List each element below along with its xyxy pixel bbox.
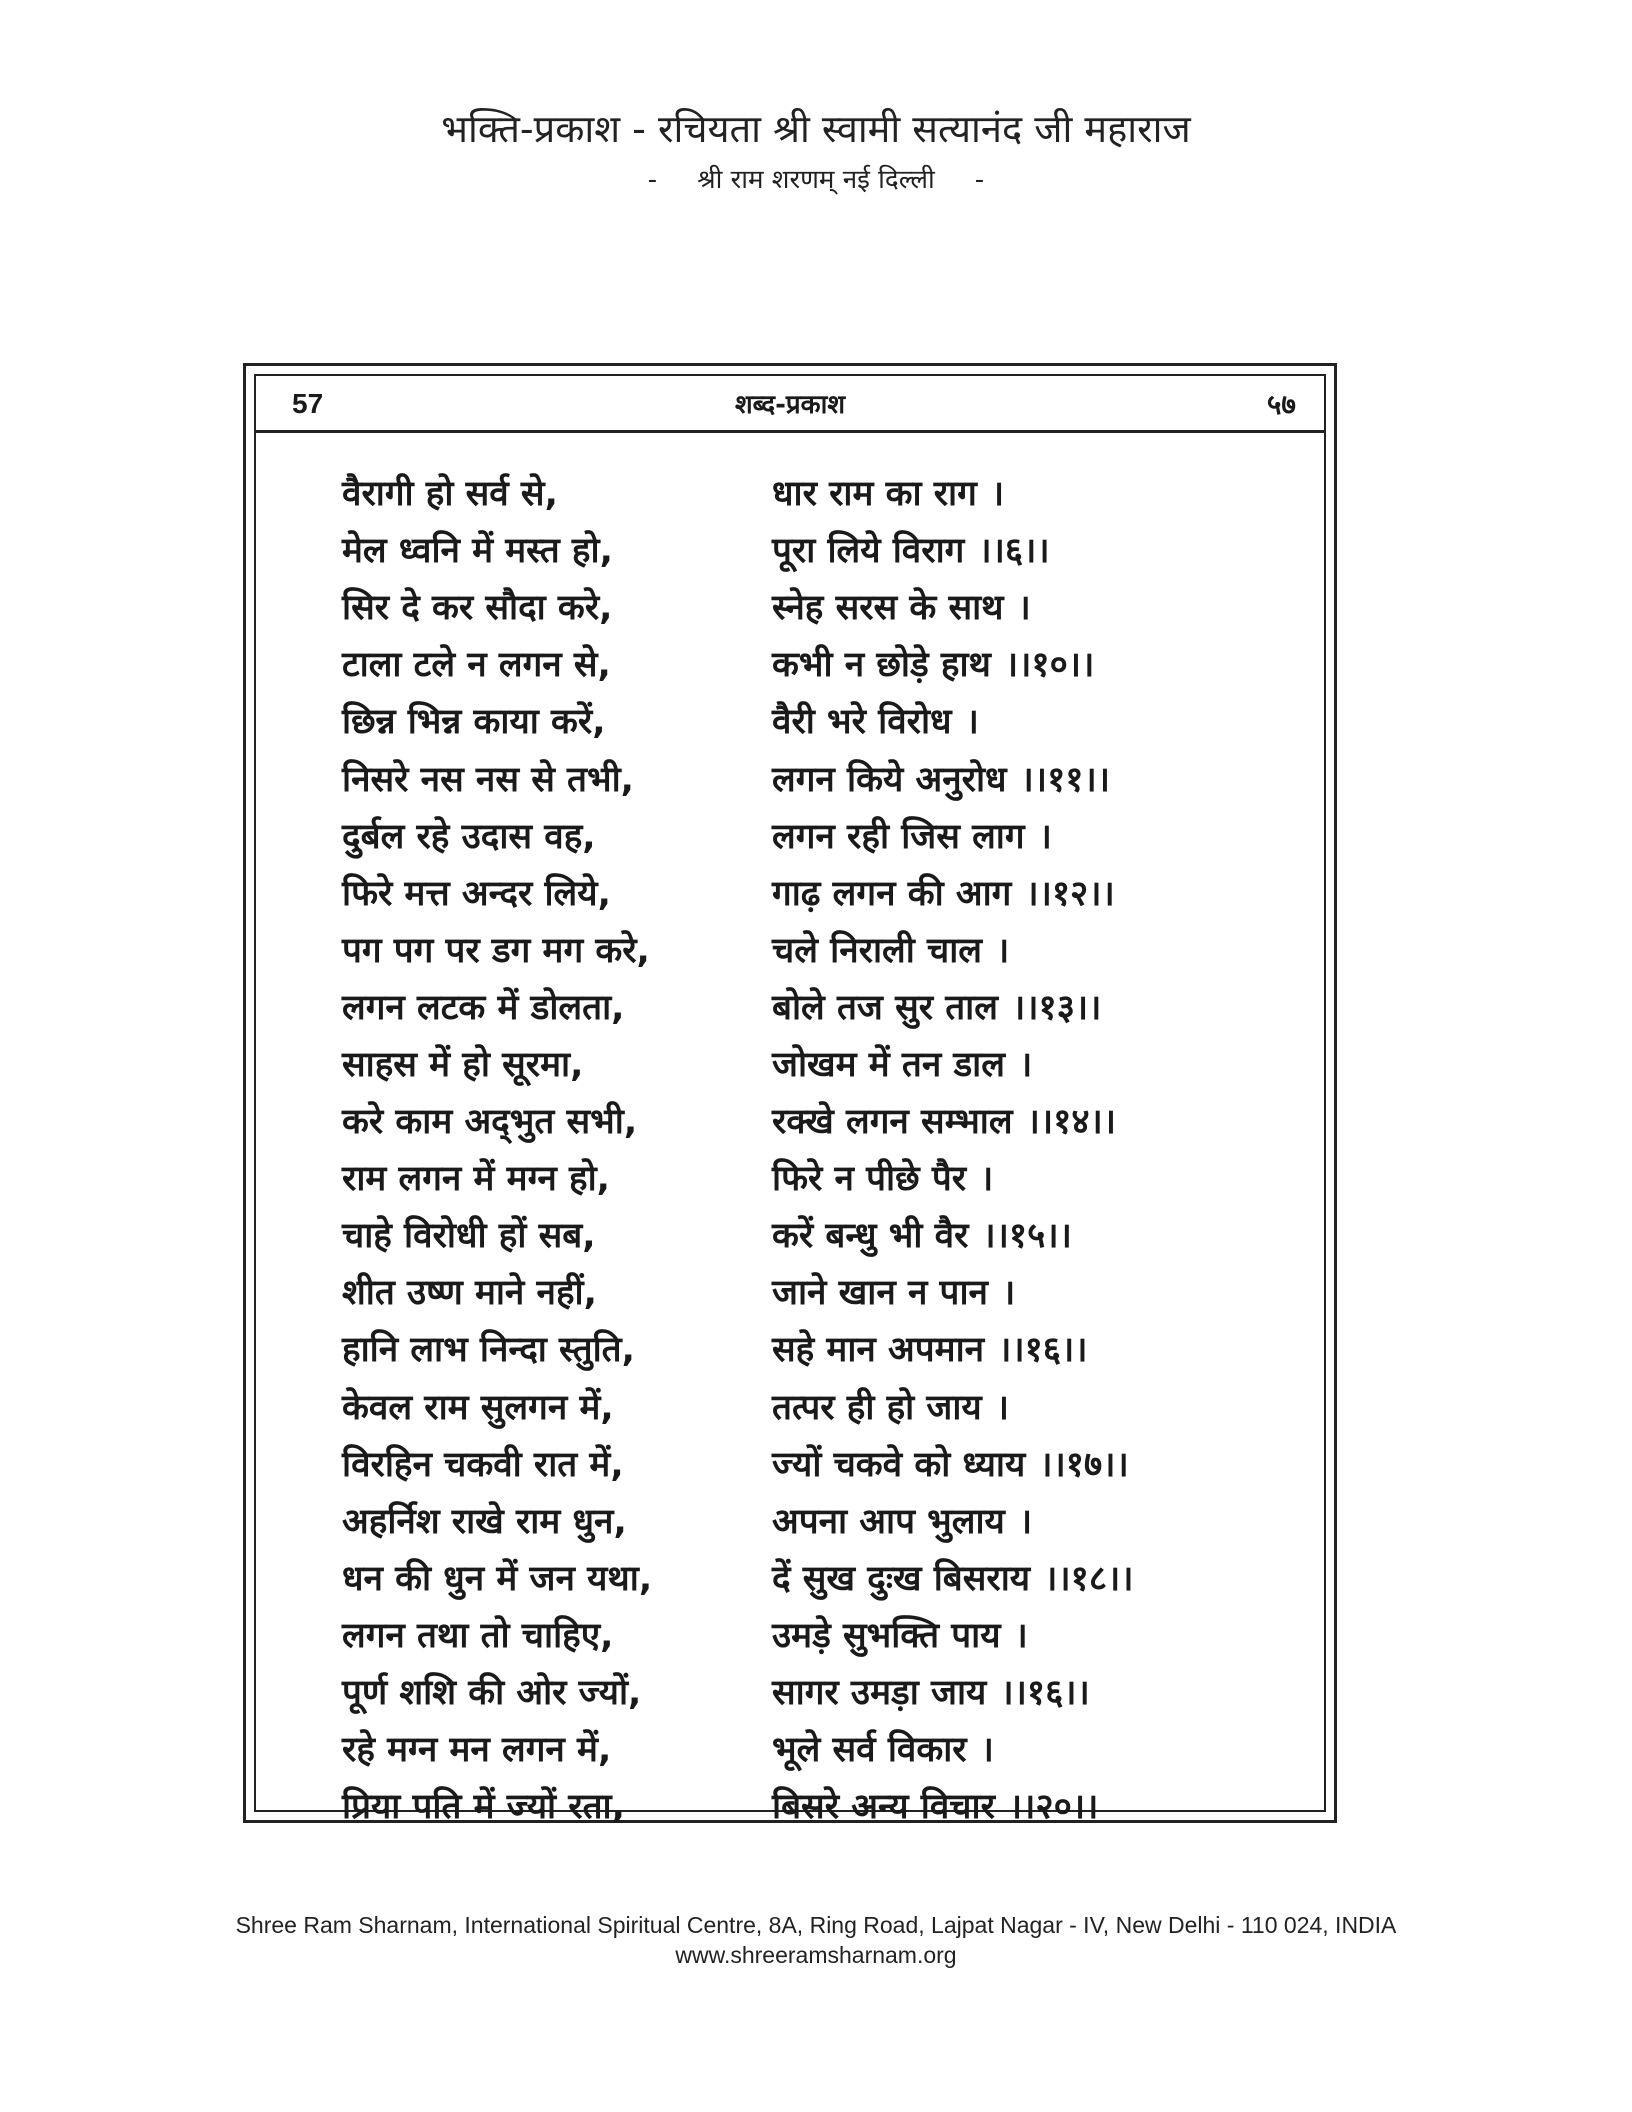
verse-first-half: धन की धुन में जन यथा,: [342, 1558, 653, 1599]
verse-number-mark: ।।११।।: [1020, 759, 1111, 800]
verse-second-half: जाने खान न पान: [772, 1273, 988, 1314]
verse-line: [342, 692, 1252, 749]
subtitle-dash-left: -: [647, 165, 658, 195]
verse-first-half: केवल राम सुलगन में,: [342, 1387, 614, 1428]
verse-second-half: रक्खे लगन सम्भाल: [772, 1102, 1013, 1143]
verse-line: [342, 1492, 1252, 1549]
verse-second-half: जोखम में तन डाल: [772, 1044, 1005, 1085]
verse-line: [342, 1206, 1252, 1263]
page-number-latin: 57: [292, 388, 324, 419]
verse-line: [342, 1720, 1252, 1777]
verse-line: [342, 1320, 1252, 1377]
verse-second-half: धार राम का राग: [772, 474, 977, 515]
verse-line: [342, 1378, 1252, 1435]
verse-line: [342, 978, 1252, 1035]
verse-first-half: शीत उष्ण माने नहीं,: [342, 1273, 597, 1314]
verse-number-mark: ।: [1018, 1044, 1033, 1085]
verse-list: [342, 464, 1252, 1834]
footer-website-link[interactable]: www.shreeramsharnam.org: [675, 1942, 957, 1968]
verse-second-half: चले निराली चाल: [772, 930, 983, 971]
verse-line: [342, 1606, 1252, 1663]
verse-number-mark: ।: [1014, 1615, 1028, 1656]
verse-second-half: उमड़े सुभक्ति पाय: [772, 1615, 1001, 1656]
verse-first-half: हानि लाभ निन्दा स्तुति,: [342, 1330, 635, 1371]
verse-second-half: भूले सर्व विकार: [772, 1730, 967, 1771]
verse-second-half: लगन रही जिस लाग: [772, 816, 1025, 857]
verse-number-mark: ।: [965, 702, 979, 743]
verse-line: [342, 578, 1252, 635]
verse-number-mark: ।।१०।।: [1004, 645, 1095, 686]
verse-line: [342, 521, 1252, 578]
verse-number-mark: ।।१६।।: [998, 1330, 1088, 1371]
verse-first-half: टाला टले न लगन से,: [342, 645, 611, 686]
subtitle-text: श्री राम शरणम् नई दिल्ली: [697, 165, 935, 195]
verse-first-half: निसरे नस नस से तभी,: [342, 759, 634, 800]
verse-number-mark: ।: [1038, 816, 1052, 857]
verse-first-half: करे काम अद्‌भुत सभी,: [342, 1102, 638, 1143]
verse-first-half: लगन लटक में डोलता,: [342, 987, 625, 1028]
verse-number-mark: ।: [996, 930, 1010, 971]
verse-number-mark: ।।६।।: [978, 531, 1050, 572]
verse-first-half: वैरागी हो सर्व से,: [342, 474, 558, 515]
page-number-devanagari: ५७: [1266, 388, 1296, 421]
verse-number-mark: ।।१६।।: [1000, 1673, 1090, 1714]
verse-first-half: साहस में हो सूरमा,: [342, 1044, 584, 1085]
verse-second-half: दें सुख दुःख बिसराय: [772, 1558, 1031, 1599]
verse-line: [342, 1035, 1252, 1092]
verse-second-half: तत्पर ही हो जाय: [772, 1387, 982, 1428]
verse-number-mark: ।।१५।।: [982, 1216, 1072, 1257]
verse-line: [342, 749, 1252, 806]
verse-line: [342, 464, 1252, 521]
verse-line: [342, 864, 1252, 921]
document-subtitle: [0, 162, 1632, 198]
verse-number-mark: ।: [980, 1159, 994, 1200]
verse-line: [342, 1092, 1252, 1149]
verse-line: [342, 635, 1252, 692]
verse-number-mark: ।: [980, 1730, 994, 1771]
verse-second-half: गाढ़ लगन की आग: [772, 873, 1012, 914]
verse-first-half: अहर्निश राखे राम धुन,: [342, 1501, 627, 1542]
verse-first-half: छिन्न भिन्न काया करें,: [342, 702, 606, 743]
verse-line: [342, 1149, 1252, 1206]
verse-first-half: मेल ध्वनि में मस्त हो,: [342, 531, 613, 572]
verse-first-half: सिर दे कर सौदा करे,: [342, 588, 613, 629]
verse-number-mark: ।।१७।।: [1039, 1444, 1129, 1485]
document-title: भक्ति-प्रकाश - रचियता श्री स्वामी सत्यानंद जी महाराज: [441, 107, 1191, 151]
verse-first-half: दुर्बल रहे उदास वह,: [342, 816, 596, 857]
verse-first-half: चाहे विरोधी हों सब,: [342, 1216, 596, 1257]
verse-line: [342, 921, 1252, 978]
verse-number-mark: ।: [995, 1387, 1010, 1428]
verse-second-half: करें बन्धु भी वैर: [772, 1216, 969, 1257]
verse-number-mark: ।।१८।।: [1044, 1558, 1134, 1599]
verse-first-half: पूर्ण शशि की ओर ज्यों,: [342, 1673, 642, 1714]
verse-second-half: सहे मान अपमान: [772, 1330, 985, 1371]
subtitle-dash-right: -: [974, 165, 985, 195]
verse-number-mark: ।: [1017, 588, 1031, 629]
verse-first-half: फिरे मत्त अन्दर लिये,: [342, 873, 611, 914]
verse-line: [342, 1777, 1252, 1834]
verse-first-half: लगन तथा तो चाहिए,: [342, 1615, 614, 1656]
verse-second-half: सागर उमड़ा जाय: [772, 1673, 987, 1714]
verse-second-half: बिसरे अन्य विचार: [772, 1787, 995, 1828]
verse-line: [342, 1549, 1252, 1606]
scanned-page-frame: [243, 363, 1337, 1828]
verse-number-mark: ।: [1001, 1273, 1016, 1314]
verse-line: [342, 1263, 1252, 1320]
verse-first-half: राम लगन में मग्न हो,: [342, 1159, 610, 1200]
verse-second-half: वैरी भरे विरोध: [772, 702, 952, 743]
verse-second-half: लगन किये अनुरोध: [772, 759, 1007, 800]
verse-number-mark: ।: [990, 474, 1005, 515]
scanned-page-inner-frame: [254, 374, 1326, 1828]
verse-first-half: विरहिन चकवी रात में,: [342, 1444, 624, 1485]
verse-number-mark: ।।२०।।: [1008, 1787, 1099, 1828]
verse-number-mark: ।।१२।।: [1025, 873, 1115, 914]
page-header-bar: [256, 376, 1324, 433]
verse-first-half: प्रिया पति में ज्यों रता,: [342, 1787, 625, 1828]
verse-line: [342, 1663, 1252, 1720]
verse-line: [342, 1435, 1252, 1492]
verse-second-half: कभी न छोड़े हाथ: [772, 645, 991, 686]
verse-first-half: पग पग पर डग मग करे,: [342, 930, 650, 971]
verse-line: [342, 807, 1252, 864]
verse-number-mark: ।: [1018, 1501, 1033, 1542]
verse-second-half: बोले तज सुर ताल: [772, 987, 998, 1028]
verse-number-mark: ।।१४।।: [1026, 1102, 1117, 1143]
verse-second-half: फिरे न पीछे पैर: [772, 1159, 967, 1200]
verse-second-half: पूरा लिये विराग: [772, 531, 965, 572]
verse-first-half: रहे मग्न मन लगन में,: [342, 1730, 612, 1771]
section-title: शब्द-प्रकाश: [734, 390, 846, 420]
verse-number-mark: ।।१३।।: [1011, 987, 1102, 1028]
verse-second-half: स्नेह सरस के साथ: [772, 588, 1004, 629]
verse-second-half: ज्यों चकवे को ध्याय: [772, 1444, 1026, 1485]
footer-address: Shree Ram Sharnam, International Spiritual Centre, 8A, Ring Road, Lajpat Nagar - IV, New Delhi - 110 024, INDIA: [235, 1912, 1397, 1938]
verse-second-half: अपना आप भुलाय: [772, 1501, 1005, 1542]
